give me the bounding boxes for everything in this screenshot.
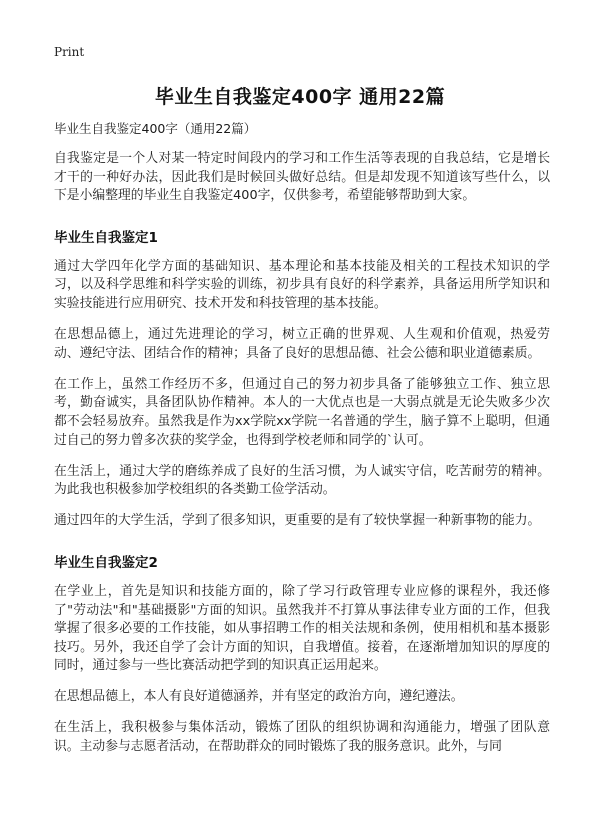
paragraph: 在生活上，通过大学的磨练养成了良好的生活习惯，为人诚实守信，吃苦耐劳的精神。为此我也积极参加学校组织的各类勤工俭学活动。 — [54, 463, 550, 498]
paragraph: 在生活上，我积极参与集体活动，锻炼了团队的组织协调和沟通能力，增强了团队意识。主动参与志愿者活动，在帮助群众的同时锻炼了我的服务意识。此外，与同 — [54, 720, 550, 755]
section-heading: 毕业生自我鉴定1 — [54, 229, 158, 246]
print-link[interactable]: Print — [54, 45, 85, 59]
paragraph: 在工作上，虽然工作经历不多，但通过自己的努力初步具备了能够独立工作、独立思考，勤奋诚实，具备团队协作精神。本人的一大优点也是一大弱点就是无论失败多少次都不会轻易放弃。虽然我是作为xx学院xx学院一名普通的学生，脑子算不上聪明，但通过自己的努力曾多次获的奖学金，也得到学校老师和同学的`认可。 — [54, 376, 550, 448]
paragraph: 通过大学四年化学方面的基础知识、基本理论和基本技能及相关的工程技术知识的学习，以及科学思维和科学实验的训练，初步具有良好的科学素养，具备运用所学知识和实验技能进行应用研究、技术开发和科技管理的基本技能。 — [54, 258, 550, 311]
document-subtitle: 毕业生自我鉴定400字（通用22篇） — [54, 121, 257, 136]
document-body — [54, 120, 550, 769]
intro-paragraph: 自我鉴定是一个人对某一特定时间段内的学习和工作生活等表现的自我总结，它是增长才干的一种好办法，因此我们是时候回头做好总结。但是却发现不知道该写些什么，以下是小编整理的毕业生自我鉴定400字，仅供参考，希望能够帮助到大家。 — [54, 151, 550, 204]
paragraph: 在学业上，首先是知识和技能方面的，除了学习行政管理专业应修的课程外，我还修了"劳动法"和"基础摄影"方面的知识。虽然我并不打算从事法律专业方面的工作，但我掌握了很多必要的工作技能，如从事招聘工作的相关法规和条例，使用相机和基本摄影技巧。另外，我还自学了会计方面的知识，自我增值。接着，在逐渐增加知识的厚度的同时，通过参与一些比赛活动把学到的知识真正运用起来。 — [54, 583, 550, 674]
document-title: 毕业生自我鉴定400字 通用22篇 — [154, 86, 446, 108]
paragraph: 在思想品德上，通过先进理论的学习，树立正确的世界观、人生观和价值观，热爱劳动、遵纪守法、团结合作的精神；具备了良好的思想品德、社会公德和职业道德素质。 — [54, 327, 550, 361]
paragraph: 通过四年的大学生活，学到了很多知识，更重要的是有了较快掌握一种新事物的能力。 — [54, 513, 541, 529]
section-heading: 毕业生自我鉴定2 — [54, 554, 158, 571]
paragraph: 在思想品德上，本人有良好道德涵养，并有坚定的政治方向，遵纪遵法。 — [54, 689, 464, 705]
